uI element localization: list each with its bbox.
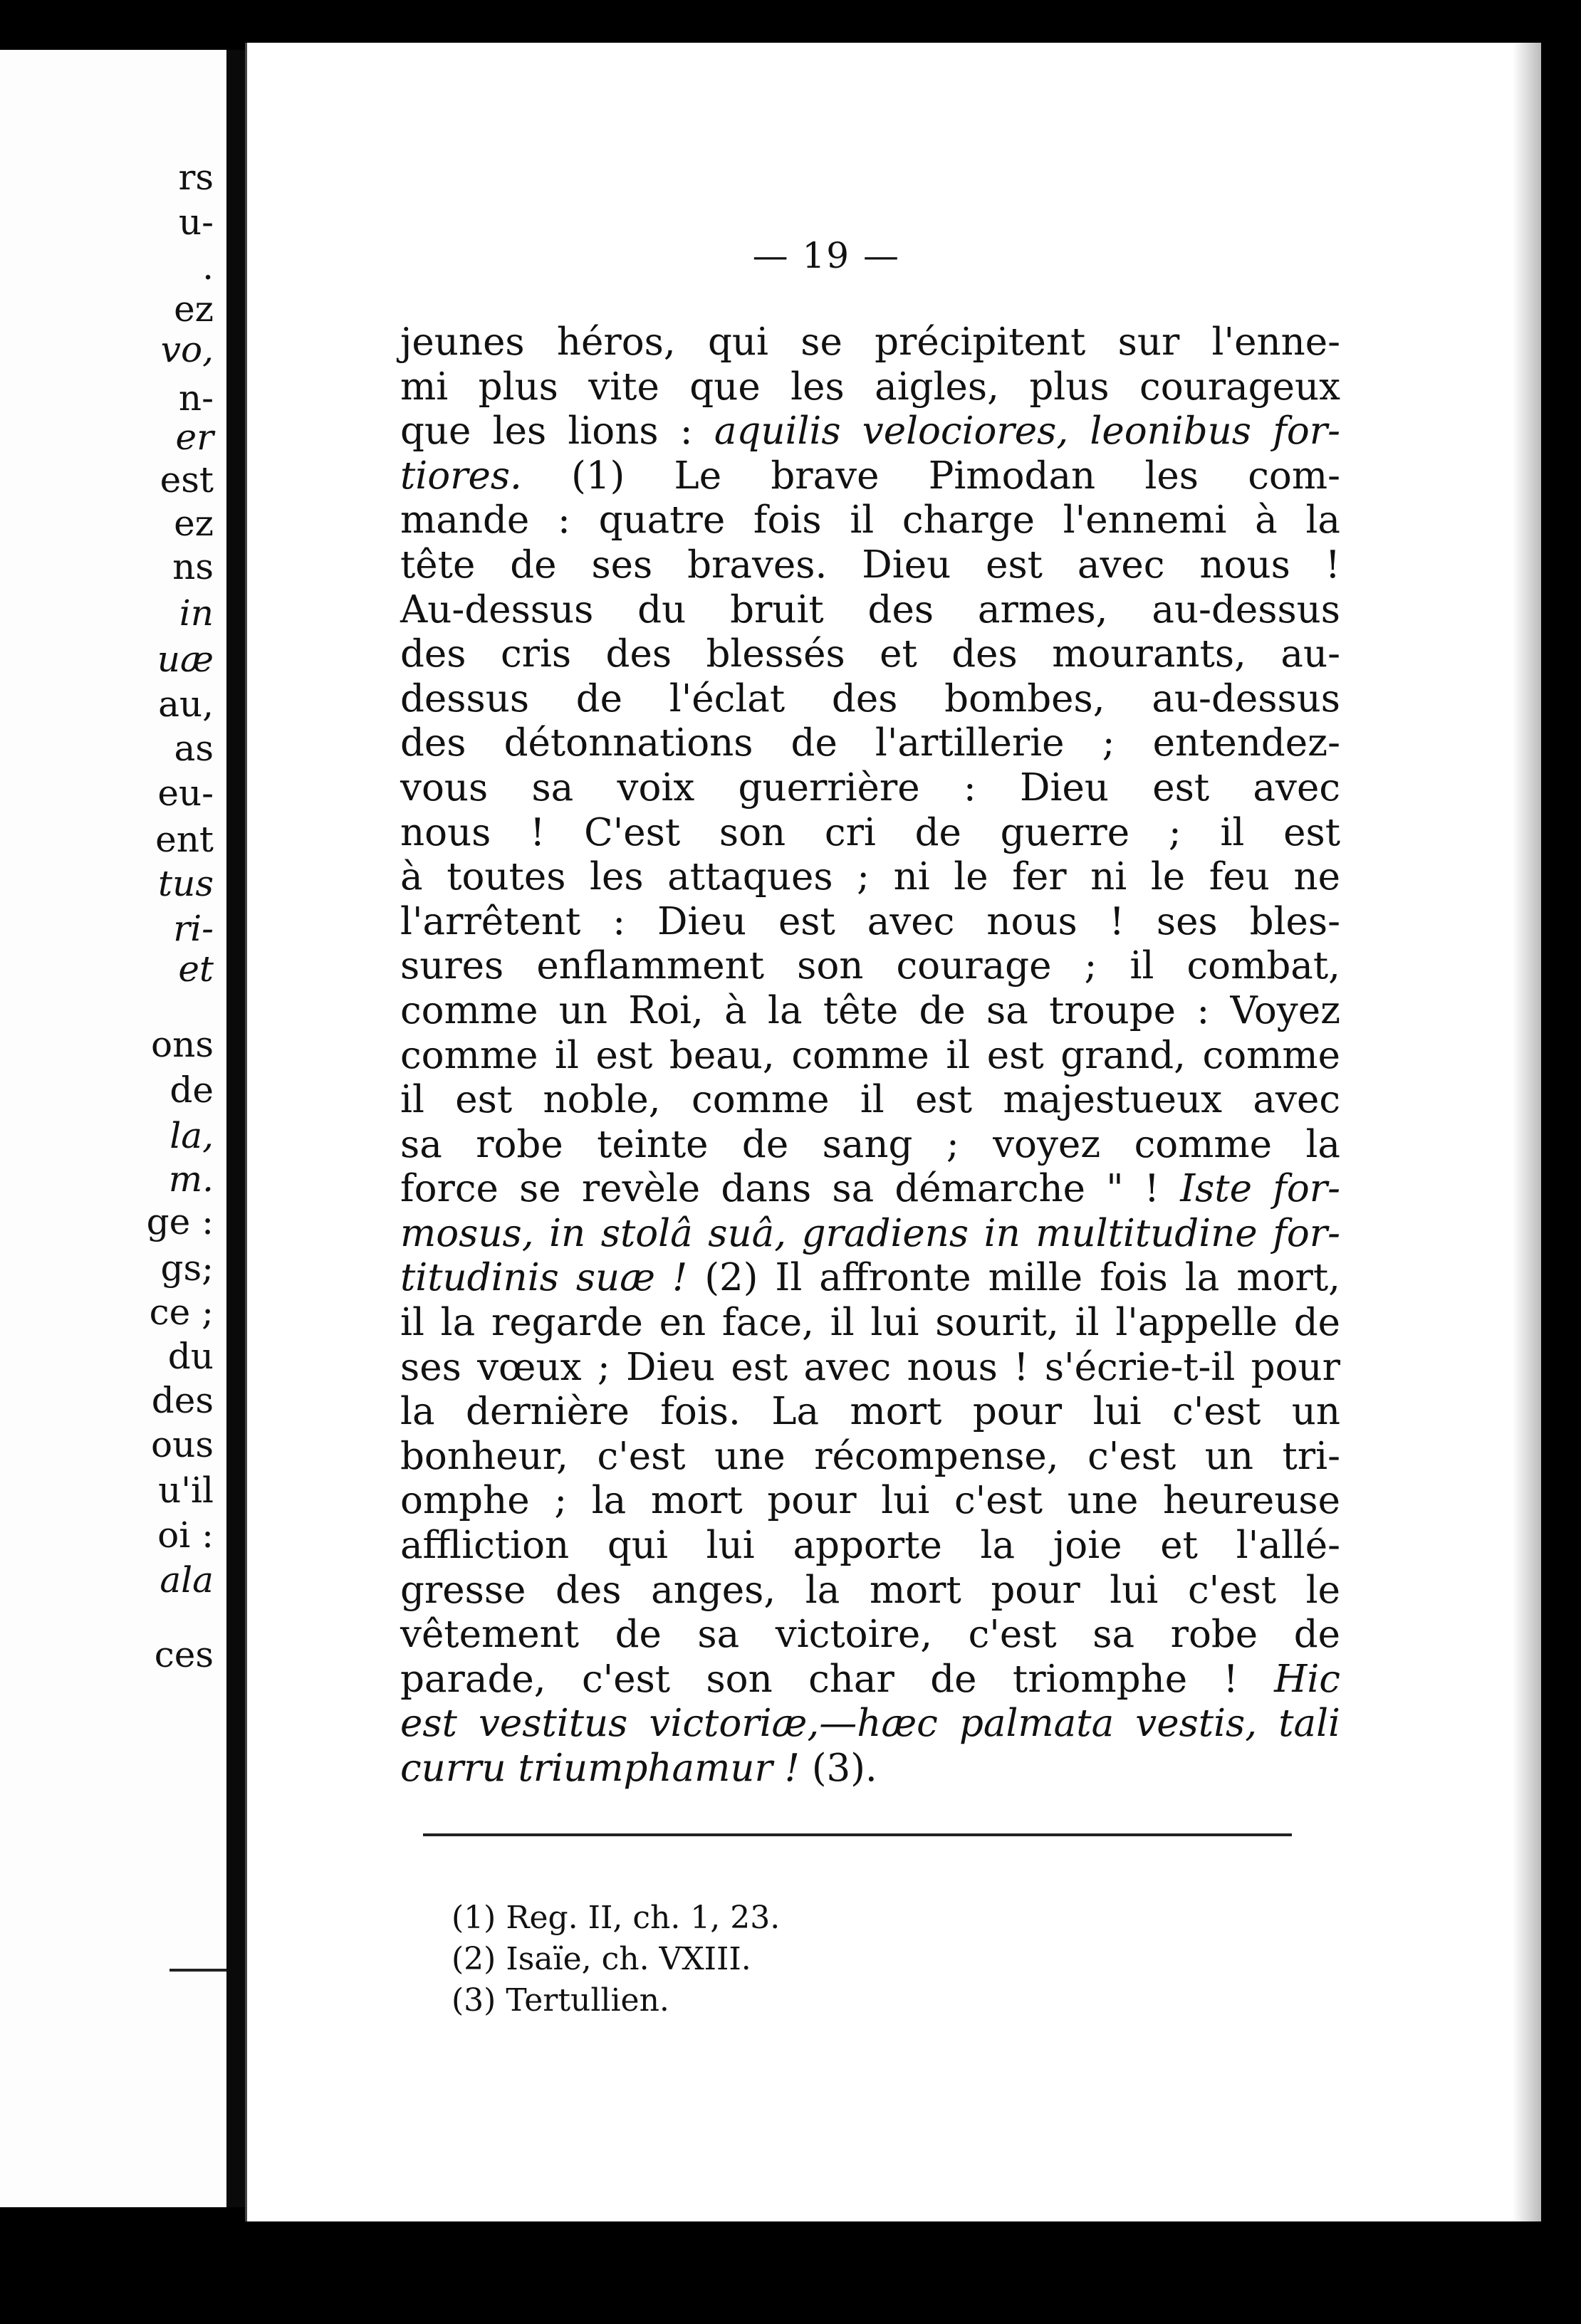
text-line <box>400 721 1340 766</box>
footnote-2: (2) Isaïe, ch. VXIII. <box>452 1941 751 1977</box>
text-line <box>400 766 1340 811</box>
text-line <box>400 944 1340 989</box>
text-run: sa robe teinte de sang ; voyez comme la <box>400 1122 1340 1166</box>
text-run: force se revèle dans sa démarche " ! <box>400 1167 1181 1211</box>
text-run: bonheur, c'est une récompense, c'est un tri- <box>400 1434 1340 1478</box>
facing-page-text: ent <box>155 819 214 860</box>
page-fold-line <box>245 43 247 2221</box>
text-line <box>400 1390 1340 1435</box>
text-run: vêtement de sa victoire, c'est sa robe de <box>400 1613 1340 1657</box>
text-line <box>400 498 1340 543</box>
facing-page-text: ns <box>172 546 214 587</box>
facing-page-text: du <box>167 1336 214 1377</box>
facing-page-text: ez <box>174 288 214 330</box>
text-line <box>400 1301 1340 1346</box>
text-run: affliction qui lui apporte la joie et l'allé- <box>400 1524 1340 1568</box>
text-line <box>400 1658 1340 1702</box>
body-text <box>400 320 1340 1791</box>
facing-page-text: u'il <box>158 1470 214 1511</box>
text-line <box>400 454 1340 499</box>
facing-page-fragment <box>0 50 226 2207</box>
latin-quote: Hic <box>1274 1657 1340 1701</box>
footnote-divider <box>423 1833 1292 1836</box>
latin-quote: curru triumphamur ! <box>400 1747 800 1790</box>
text-run: sures enflamment son courage ; il combat, <box>400 944 1340 988</box>
text-run: (1) Le brave Pimodan les com- <box>521 454 1340 498</box>
text-run: des détonnations de l'artillerie ; entendez- <box>400 721 1340 765</box>
text-line <box>400 1747 1340 1791</box>
text-run: des cris des blessés et des mourants, au- <box>400 632 1340 676</box>
facing-page-text: m. <box>168 1158 214 1200</box>
facing-page-text: eu- <box>157 773 214 814</box>
text-line <box>400 1613 1340 1658</box>
text-line <box>400 1212 1340 1257</box>
facing-page-text: la, <box>169 1115 214 1156</box>
text-line <box>400 1435 1340 1480</box>
facing-page-text: et <box>178 948 214 990</box>
text-line <box>400 1346 1340 1391</box>
facing-page-text: ge : <box>146 1201 214 1242</box>
text-run: (2) Il affronte mille fois la mort, <box>687 1256 1340 1300</box>
latin-quote: aquilis velociores, leonibus for- <box>714 409 1340 454</box>
text-line <box>400 900 1340 945</box>
page-number: — 19 — <box>752 235 900 276</box>
text-run: jeunes héros, qui se précipitent sur l'enne- <box>400 320 1340 364</box>
text-line <box>400 588 1340 633</box>
text-line <box>400 1256 1340 1301</box>
text-run: comme un Roi, à la tête de sa troupe : Voyez <box>400 988 1340 1032</box>
text-line <box>400 811 1340 856</box>
text-line <box>400 543 1340 588</box>
text-run: la dernière fois. La mort pour lui c'est un <box>400 1390 1340 1434</box>
latin-quote: titudinis suæ ! <box>400 1256 688 1300</box>
text-run: tête de ses braves. Dieu est avec nous ! <box>400 543 1340 587</box>
latin-quote: Iste for- <box>1180 1167 1340 1211</box>
facing-page-rule <box>169 1969 226 1972</box>
text-line <box>400 1524 1340 1569</box>
facing-page-text: rs <box>178 157 214 198</box>
facing-page-text: uæ <box>157 639 214 680</box>
text-line <box>400 1167 1340 1212</box>
text-run: mande : quatre fois il charge l'ennemi à la <box>400 498 1340 543</box>
text-line <box>400 1569 1340 1613</box>
facing-page-text: est <box>160 459 214 501</box>
text-run: il la regarde en face, il lui sourit, il l'appelle de <box>400 1301 1340 1345</box>
text-run: l'arrêtent : Dieu est avec nous ! ses bles- <box>400 899 1340 943</box>
latin-quote: tiores. <box>400 454 522 498</box>
book-page <box>245 43 1541 2221</box>
text-line <box>400 1123 1340 1168</box>
text-run: il est noble, comme il est majestueux avec <box>400 1078 1340 1122</box>
text-run: que les lions : <box>400 409 714 454</box>
facing-page-text: gs; <box>160 1247 214 1289</box>
text-run: Au-dessus du bruit des armes, au-dessus <box>400 587 1340 632</box>
facing-page-text: ces <box>154 1634 214 1675</box>
facing-page-text: ala <box>160 1559 214 1601</box>
text-run: mi plus vite que les aigles, plus courageux <box>400 365 1340 409</box>
text-run: ses vœux ; Dieu est avec nous ! s'écrie-t-il pour <box>400 1345 1340 1389</box>
text-line <box>400 1702 1340 1747</box>
facing-page-text: ous <box>151 1424 214 1465</box>
text-line <box>400 989 1340 1034</box>
facing-page-text: ez <box>174 503 214 544</box>
text-line <box>400 677 1340 722</box>
text-line <box>400 365 1340 410</box>
text-line <box>400 632 1340 677</box>
facing-page-text: er <box>175 417 214 458</box>
text-line <box>400 320 1340 365</box>
text-run: dessus de l'éclat des bombes, au-dessus <box>400 676 1340 721</box>
footnote-1: (1) Reg. II, ch. 1, 23. <box>452 1900 781 1936</box>
facing-page-text: vo, <box>160 329 214 370</box>
facing-page-text: as <box>174 728 214 769</box>
text-run: omphe ; la mort pour lui c'est une heureuse <box>400 1479 1340 1523</box>
text-line <box>400 409 1340 454</box>
facing-page-text: u- <box>178 201 214 243</box>
facing-page-text: des <box>151 1380 214 1421</box>
facing-page-text: au, <box>158 684 214 725</box>
text-run: vous sa voix guerrière : Dieu est avec <box>400 765 1340 810</box>
text-run: gresse des anges, la mort pour lui c'est le <box>400 1568 1340 1612</box>
latin-quote: mosus, in stolâ suâ, gradiens in multitudine for- <box>400 1211 1340 1255</box>
text-run: parade, c'est son char de triomphe ! <box>400 1657 1275 1701</box>
book-gutter <box>226 50 245 2207</box>
text-run: nous ! C'est son cri de guerre ; il est <box>400 810 1340 854</box>
facing-page-text: in <box>179 592 214 634</box>
facing-page-text: ons <box>151 1024 214 1065</box>
facing-page-text: ce ; <box>149 1292 214 1333</box>
facing-page-text: . <box>202 246 214 288</box>
text-run: à toutes les attaques ; ni le fer ni le feu ne <box>400 855 1340 899</box>
text-line <box>400 1078 1340 1123</box>
facing-page-text: oi : <box>157 1514 214 1556</box>
text-run: (3). <box>799 1747 877 1790</box>
text-line <box>400 855 1340 900</box>
text-line <box>400 1479 1340 1524</box>
facing-page-text: tus <box>158 863 214 904</box>
footnote-3: (3) Tertullien. <box>452 1982 669 2019</box>
facing-page-text: n- <box>178 377 214 419</box>
text-line <box>400 1034 1340 1079</box>
facing-page-text: de <box>169 1069 214 1111</box>
page-edge <box>1513 43 1541 2221</box>
facing-page-text: ri- <box>173 908 214 949</box>
text-run: comme il est beau, comme il est grand, comme <box>400 1033 1340 1077</box>
footnotes <box>452 1898 780 2021</box>
latin-quote: est vestitus victoriæ,—hæc palmata vestis, tali <box>400 1702 1340 1746</box>
